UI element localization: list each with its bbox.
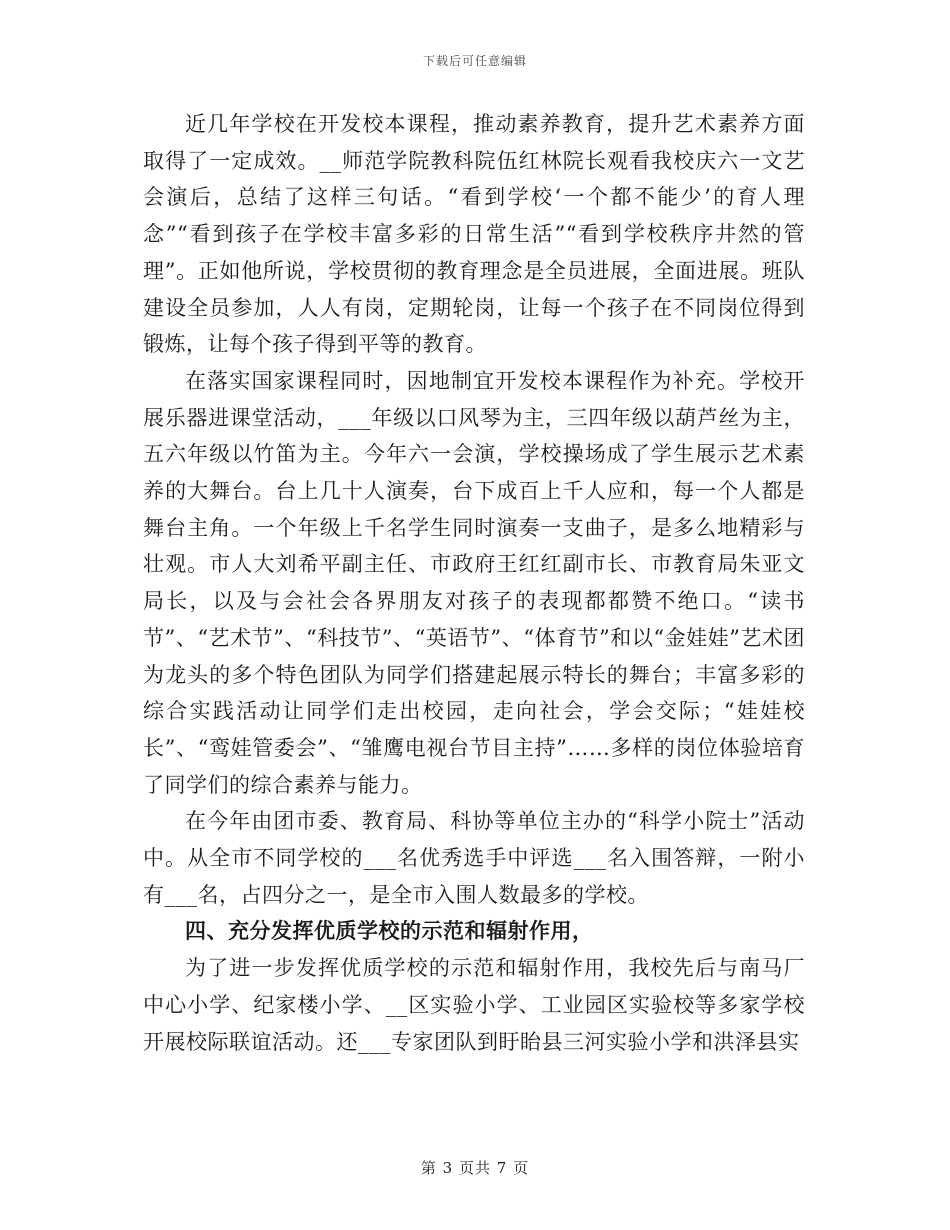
paragraph-demonstration: 为了进一步发挥优质学校的示范和辐射作用，我校先后与南马厂中心小学、纪家楼小学、__区实验小学、工业园区实验校等多家学校开展校际联谊活动。还___专家团队到盱眙县三河实验小学和洪泽县实: [143, 956, 805, 1054]
section-heading: 四、充分发挥优质学校的示范和辐射作用，: [185, 918, 594, 944]
paragraph-science-academician: 在今年由团市委、教育局、科协等单位主办的“科学小院士”活动中。从全市不同学校的___名优秀选手中评选___名入围答辩，一附小有___名，占四分之一，是全市入围人数最多的学校。: [143, 809, 805, 907]
document-body: [143, 106, 805, 1060]
paragraph-art-literacy: 近几年学校在开发校本课程，推动素养教育，提升艺术素养方面取得了一定成效。__师范学院教科院伍红林院长观看我校庆六一文艺会演后，总结了这样三句话。“看到学校‘一个都不能少’的育人理念”“看到孩子在学校丰富多彩的日常生活”“看到学校秩序井然的管理”。正如他所说，学校贯彻的教育理念是全员进展，全面进展。班队建设全员参加，人人有岗，定期轮岗，让每一个孩子在不同岗位得到锻炼，让每个孩子得到平等的教育。: [143, 112, 805, 357]
page-header: 下载后可任意编辑: [422, 54, 527, 68]
paragraph-school-curriculum: 在落实国家课程同时，因地制宜开发校本课程作为补充。学校开展乐器进课堂活动，___年级以口风琴为主，三四年级以葫芦丝为主，五六年级以竹笛为主。今年六一会演，学校操场成了学生展示艺术素养的大舞台。台上几十人演奏，台下成百上千人应和，每一个人都是舞台主角。一个年级上千名学生同时演奏一支曲子，是多么地精彩与壮观。市人大刘希平副主任、市政府王红红副市长、市教育局朱亚文局长，以及与会社会各界朋友对孩子的表现都都赞不绝口。“读书节”、“艺术节”、“科技节”、“英语节”、“体育节”和以“金娃娃”艺术团为龙头的多个特色团队为同学们搭建起展示特长的舞台；丰富多彩的综合实践活动让同学们走出校园，走向社会，学会交际；“娃娃校长”、“鸾娃管委会”、“雏鹰电视台节目主持”……多样的岗位体验培育了同学们的综合素养与能力。: [143, 368, 805, 797]
page-footer: 第 3 页共 7 页: [420, 1159, 530, 1177]
